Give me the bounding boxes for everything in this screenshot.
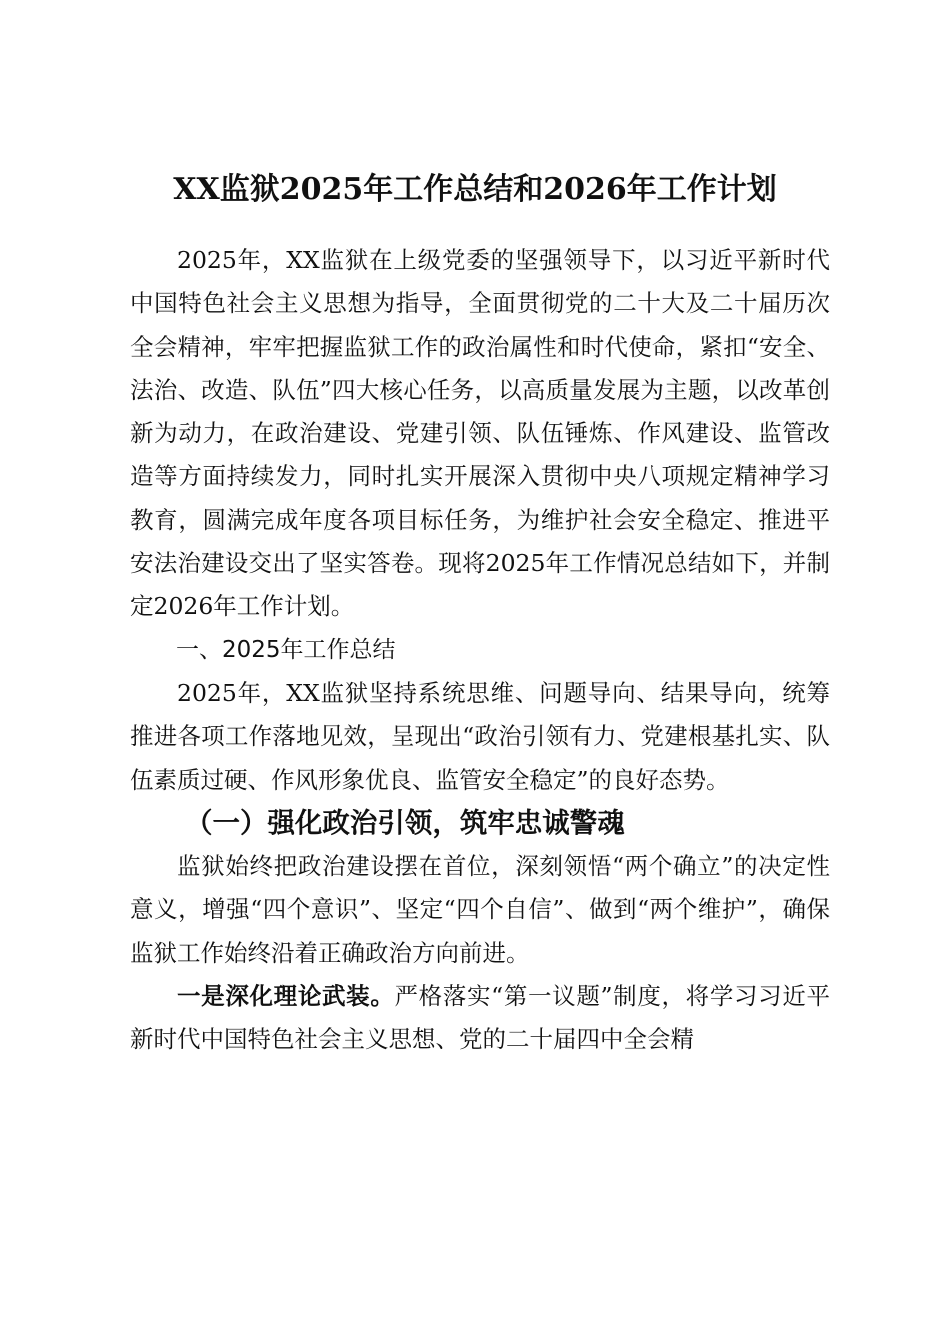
point-theory-armament [130,975,830,1062]
document-title: XX监狱2025年工作总结和2026年工作计划 [173,172,777,207]
document-body [130,239,830,1062]
subsection-heading-political-leadership: （一）强化政治引领，筑牢忠诚警魂 [184,806,625,839]
political-leadership-paragraph: 监狱始终把政治建设摆在首位，深刻领悟“两个确立”的决定性意义，增强“四个意识”、坚定“四个自信”、做到“两个维护”，确保监狱工作始终沿着正确政治方向前进。 [130,852,830,967]
point-text: 严格落实“第一议题”制度，将学习习近平新时代中国特色社会主义思想、党的二十届四中全会精 [130,982,831,1054]
summary-paragraph: 2025年，XX监狱坚持系统思维、问题导向、结果导向，统筹推进各项工作落地见效，呈现出“政治引领有力、党建根基扎实、队伍素质过硬、作风形象优良、监管安全稳定”的良好态势。 [130,678,830,794]
section-heading-work-summary: 一、2025年工作总结 [176,636,396,663]
intro-paragraph: 2025年，XX监狱在上级党委的坚强领导下，以习近平新时代中国特色社会主义思想为指导，全面贯彻党的二十大及二十届历次全会精神，牢牢把握监狱工作的政治属性和时代使命，紧扣“安全、法治、改造、队伍”四大核心任务，以高质量发展为主题，以改革创新为动力，在政治建设、党建引领、队伍锤炼、作风建设、监管改造等方面持续发力，同时扎实开展深入贯彻中央八项规定精神学习教育，圆满完成年度各项目标任务，为维护社会安全稳定、推进平安法治建设交出了坚实答卷。现将2025年工作情况总结如下，并制定2026年工作计划。 [130,246,830,621]
point-lead: 一是深化理论武装。 [177,982,395,1011]
